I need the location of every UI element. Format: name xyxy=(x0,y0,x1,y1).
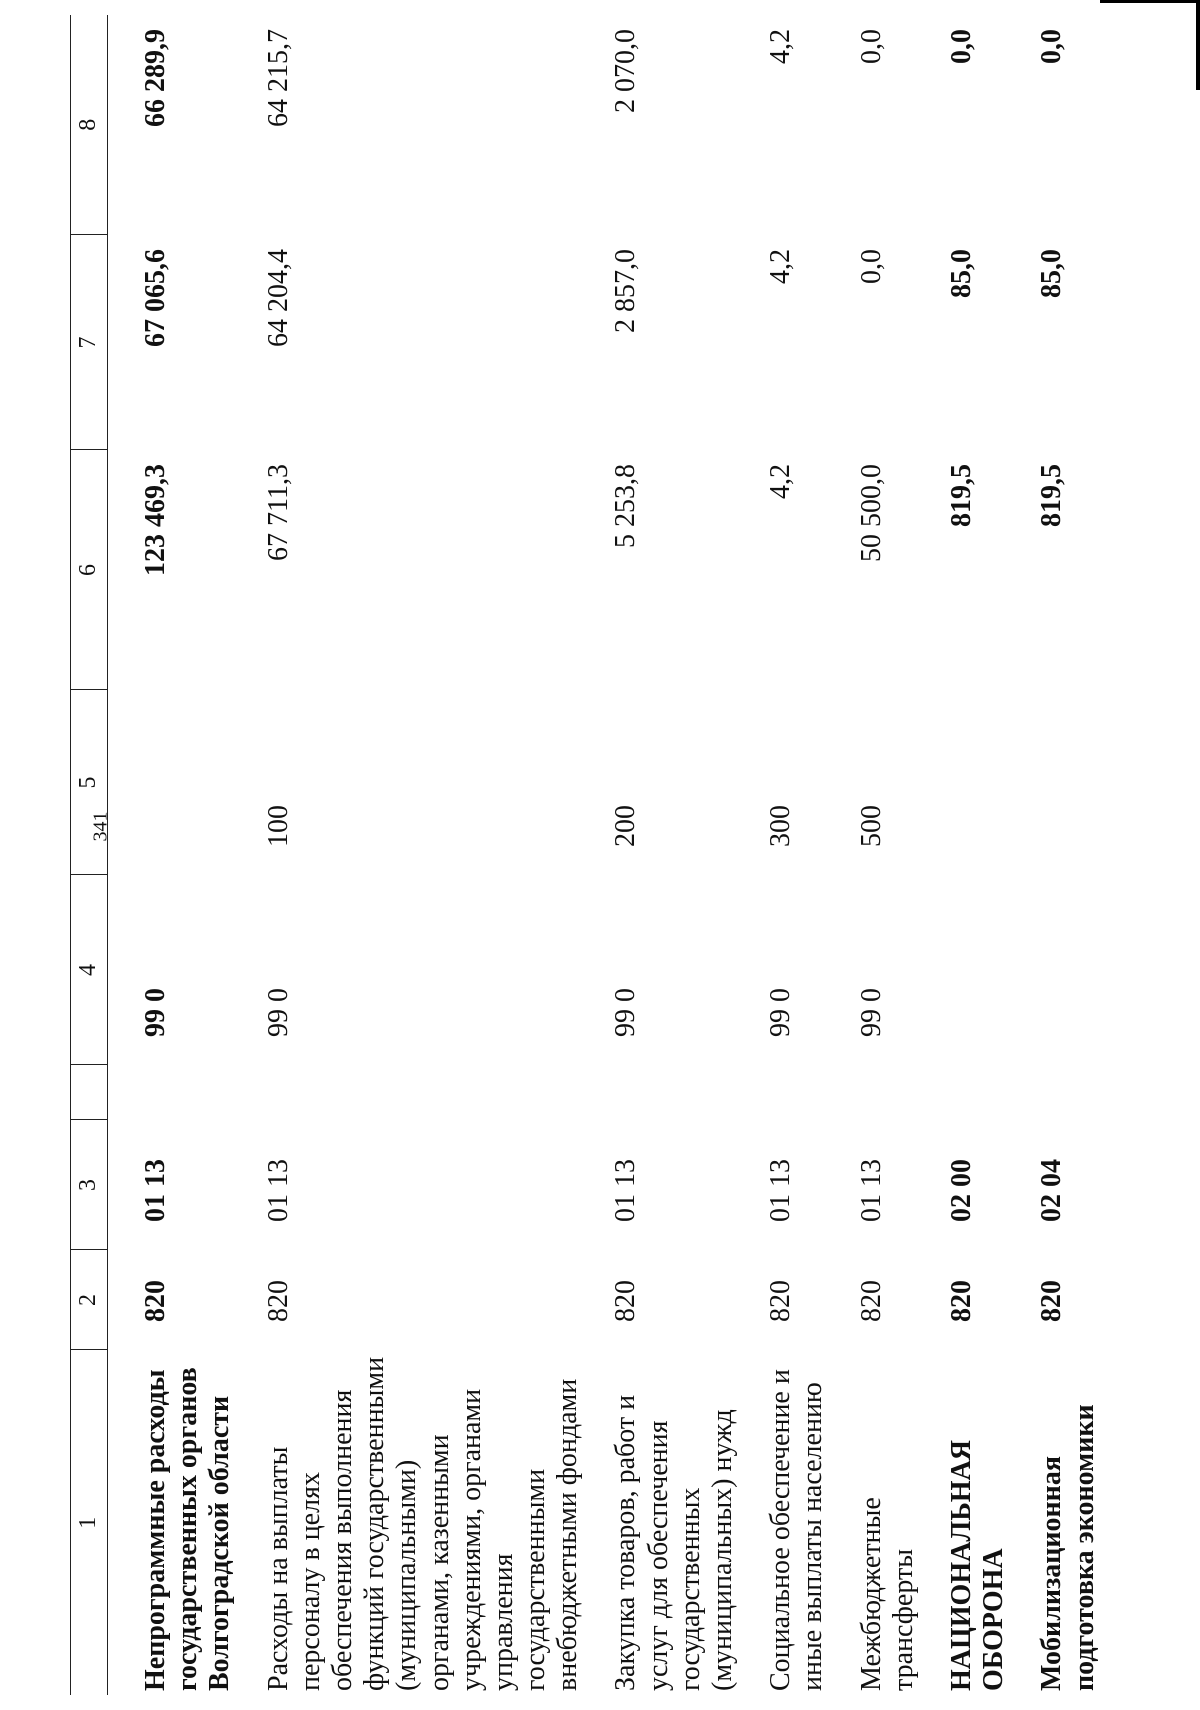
table-row xyxy=(584,15,739,1695)
row-value-7: 85,0 xyxy=(1036,249,1068,298)
header-col-8: 8 xyxy=(71,15,108,235)
row-value-8: 64 215,7 xyxy=(262,29,294,127)
budget-table xyxy=(70,15,1101,1695)
table-row xyxy=(920,15,1010,1695)
row-name: Непрограммные расходы государственных органов Волгоградской области xyxy=(140,1367,236,1691)
row-ministry-code: 820 xyxy=(262,1280,294,1322)
row-value-6: 819,5 xyxy=(1036,464,1068,527)
header-row xyxy=(71,15,108,1695)
row-expense-type: 500 xyxy=(855,805,887,847)
row-section-code: 02 00 xyxy=(945,1159,977,1222)
row-value-7: 4,2 xyxy=(765,249,797,284)
row-value-7: 0,0 xyxy=(855,249,887,284)
header-col-3: 3 xyxy=(71,1120,108,1250)
row-value-6: 819,5 xyxy=(945,464,977,527)
row-expense-type xyxy=(920,690,1010,875)
row-value-8: 66 289,9 xyxy=(140,29,171,127)
row-value-8: 0,0 xyxy=(1036,29,1068,64)
row-target-code xyxy=(920,875,1010,1065)
row-name: Мобилизационная подготовка экономики xyxy=(1036,1404,1100,1691)
row-name: Расходы на выплаты персоналу в целях обеспечения выполнения функций государственными (муниципальными) органами, казенными учреждениями, органами управления государственными внебюджетными фондами xyxy=(262,1356,584,1691)
row-target-code: 99 0 xyxy=(765,988,797,1037)
row-value-7: 85,0 xyxy=(945,249,977,298)
table-row xyxy=(108,15,237,1695)
scan-edge-mark-right xyxy=(1196,0,1200,90)
row-value-6: 5 253,8 xyxy=(610,464,642,548)
row-value-6: 123 469,3 xyxy=(140,464,171,576)
row-expense-type xyxy=(108,690,237,875)
row-ministry-code: 820 xyxy=(945,1280,977,1322)
row-expense-type: 100 xyxy=(262,805,294,847)
row-value-8: 2 070,0 xyxy=(610,29,642,113)
header-col-4: 4 xyxy=(71,875,108,1065)
row-value-6: 67 711,3 xyxy=(262,464,294,561)
row-target-code: 99 0 xyxy=(610,988,642,1037)
row-name: Социальное обеспечение и иные выплаты населению xyxy=(765,1369,829,1691)
row-target-code: 99 0 xyxy=(855,988,887,1037)
row-ministry-code: 820 xyxy=(610,1280,642,1322)
table-row xyxy=(739,15,829,1695)
table-row xyxy=(237,15,585,1695)
row-ministry-code: 820 xyxy=(1036,1280,1068,1322)
row-name: Межбюджетные трансферты xyxy=(855,1497,919,1691)
row-name: НАЦИОНАЛЬНАЯ ОБОРОНА xyxy=(945,1440,1010,1691)
row-value-7: 2 857,0 xyxy=(610,249,642,333)
row-name: Закупка товаров, работ и услуг для обеспечения государственных (муниципальных) нужд xyxy=(610,1394,738,1691)
row-value-7: 64 204,4 xyxy=(262,249,294,347)
page-number: 341 xyxy=(89,811,112,842)
table-row xyxy=(830,15,920,1695)
row-expense-type: 200 xyxy=(610,805,642,847)
row-target-code: 99 0 xyxy=(262,988,294,1037)
row-value-7: 67 065,6 xyxy=(140,249,171,347)
scan-edge-mark-top xyxy=(1100,0,1200,3)
row-section-code: 01 13 xyxy=(262,1159,294,1222)
header-col-3b xyxy=(71,1065,108,1120)
row-ministry-code: 820 xyxy=(140,1280,171,1322)
row-value-8: 0,0 xyxy=(945,29,977,64)
row-expense-type: 300 xyxy=(765,805,797,847)
row-section-code: 01 13 xyxy=(140,1159,171,1222)
row-target-code xyxy=(1010,875,1100,1065)
header-col-2: 2 xyxy=(71,1250,108,1350)
row-value-6: 50 500,0 xyxy=(855,464,887,562)
table-row xyxy=(1010,15,1100,1695)
row-value-8: 0,0 xyxy=(855,29,887,64)
row-section-code: 01 13 xyxy=(855,1159,887,1222)
row-value-8: 4,2 xyxy=(765,29,797,64)
row-value-6: 4,2 xyxy=(765,464,797,499)
budget-table-wrapper xyxy=(70,15,1170,1695)
row-section-code: 01 13 xyxy=(765,1159,797,1222)
header-col-1: 1 xyxy=(71,1350,108,1695)
row-expense-type xyxy=(1010,690,1100,875)
header-col-5: 5 xyxy=(71,690,108,875)
row-section-code: 02 04 xyxy=(1036,1159,1068,1222)
row-section-code: 01 13 xyxy=(610,1159,642,1222)
row-target-code: 99 0 xyxy=(140,988,171,1037)
header-col-7: 7 xyxy=(71,235,108,450)
row-ministry-code: 820 xyxy=(765,1280,797,1322)
header-col-6: 6 xyxy=(71,450,108,690)
row-ministry-code: 820 xyxy=(855,1280,887,1322)
